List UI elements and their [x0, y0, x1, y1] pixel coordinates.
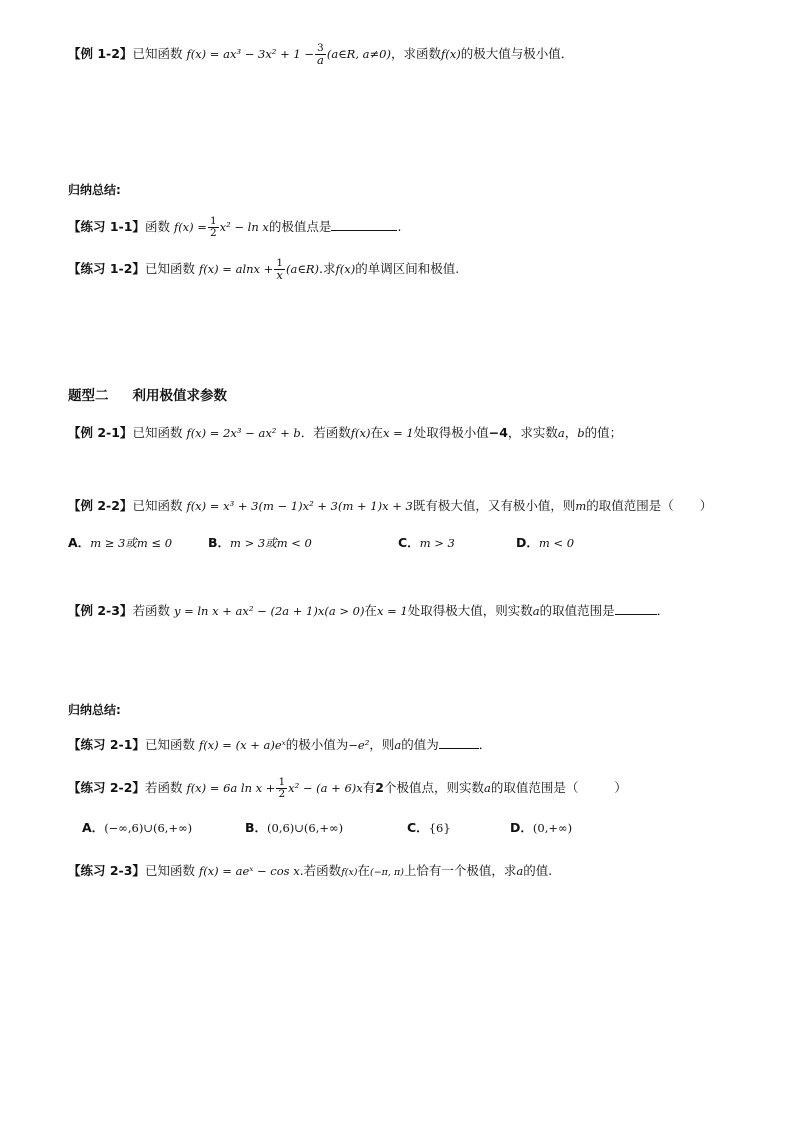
option-b[interactable]: B．m > 3或m < 0	[208, 535, 312, 550]
fraction: $\frac{1}{2}$	[278, 776, 286, 800]
formula: f(x) =	[173, 220, 207, 234]
formula: f(x) = 2x³ − ax² + b	[186, 426, 301, 440]
formula: f(x) = alnx +	[198, 262, 274, 276]
answer-blank[interactable]	[615, 602, 657, 615]
practice-1-2: 【练习 1-2】已知函数 f(x) = alnx + $\frac{1}{x}$ (a∈R).求f(x)的单调区间和极值.	[68, 257, 460, 282]
formula: f(x) = aeˣ − cos x	[198, 864, 300, 878]
answer-blank[interactable]	[439, 736, 479, 749]
formula: y = ln x + ax² − (2a + 1)x(a > 0)	[173, 604, 365, 618]
example-tag: 【例 2-1】	[68, 425, 133, 440]
formula: f(x) = 6a ln x +	[186, 781, 276, 795]
example-tag: 【例 2-3】	[68, 603, 133, 618]
section-label: 题型二	[68, 388, 109, 404]
practice-tag: 【练习 1-1】	[68, 219, 145, 234]
fraction: $\frac{1}{2}$	[209, 215, 217, 239]
option-a[interactable]: A．m ≥ 3或m ≤ 0	[68, 535, 173, 550]
example-2-1: 【例 2-1】已知函数 f(x) = 2x³ − ax² + b．若函数f(x)在x = 1处取得极小值−4，求实数a，b的值；	[68, 425, 623, 440]
option-c[interactable]: C．{6}	[407, 820, 451, 835]
practice-2-3: 【练习 2-3】已知函数 f(x) = aeˣ − cos x.若函数f(x)在(−π, π)上恰有一个极值，求a的值.	[68, 863, 553, 878]
practice-tag: 【练习 2-3】	[68, 863, 145, 878]
formula: f(x) = x³ + 3(m − 1)x² + 3(m + 1)x + 3	[186, 499, 413, 513]
practice-2-1: 【练习 2-1】已知函数 f(x) = (x + a)eˣ的极小值为−e²，则a的值为 ．	[68, 737, 492, 752]
option-b[interactable]: B．(0,6)∪(6,+∞)	[245, 820, 344, 835]
formula: f(x) = ax³ − 3x² + 1 −	[186, 47, 314, 61]
option-a[interactable]: A．(−∞,6)∪(6,+∞)	[82, 820, 193, 835]
practice-1-1: 【练习 1-1】函数 f(x) = $\frac{1}{2}$ x² − ln x的极值点是 .	[68, 215, 402, 239]
practice-2-2: 【练习 2-2】若函数 f(x) = 6a ln x + $\frac{1}{2}$ x² − (a + 6)x有2个极值点，则实数a的取值范围是（ ）	[68, 776, 627, 800]
example-tag: 【例 2-2】	[68, 498, 133, 513]
option-d[interactable]: D．m < 0	[516, 535, 575, 550]
formula: f(x) = (x + a)eˣ	[198, 738, 286, 752]
example-1-2: 【例 1-2】已知函数 f(x) = ax³ − 3x² + 1 − $\frac{3}{a}$ (a∈R, a≠0)，求函数f(x)的极大值与极小值．	[68, 42, 574, 67]
option-c[interactable]: C．m > 3	[398, 535, 455, 550]
fraction: $\frac{1}{x}$	[276, 257, 284, 282]
answer-blank[interactable]	[331, 218, 397, 231]
section-title: 利用极值求参数	[132, 388, 227, 404]
example-2-3: 【例 2-3】若函数 y = ln x + ax² − (2a + 1)x(a > 0)在x = 1处取得极大值，则实数a的取值范围是 ．	[68, 603, 670, 618]
summary-label: 归纳总结:	[68, 703, 121, 717]
example-2-2: 【例 2-2】已知函数 f(x) = x³ + 3(m − 1)x² + 3(m + 1)x + 3既有极大值，又有极小值，则m的取值范围是（ ）	[68, 498, 713, 513]
section-heading	[68, 386, 734, 406]
option-d[interactable]: D．(0,+∞)	[510, 820, 573, 835]
practice-tag: 【练习 2-1】	[68, 737, 145, 752]
summary-label: 归纳总结:	[68, 183, 121, 197]
practice-tag: 【练习 2-2】	[68, 780, 145, 795]
example-tag: 【例 1-2】	[68, 46, 133, 61]
fraction: $\frac{3}{a}$	[316, 42, 324, 67]
practice-tag: 【练习 1-2】	[68, 261, 145, 276]
